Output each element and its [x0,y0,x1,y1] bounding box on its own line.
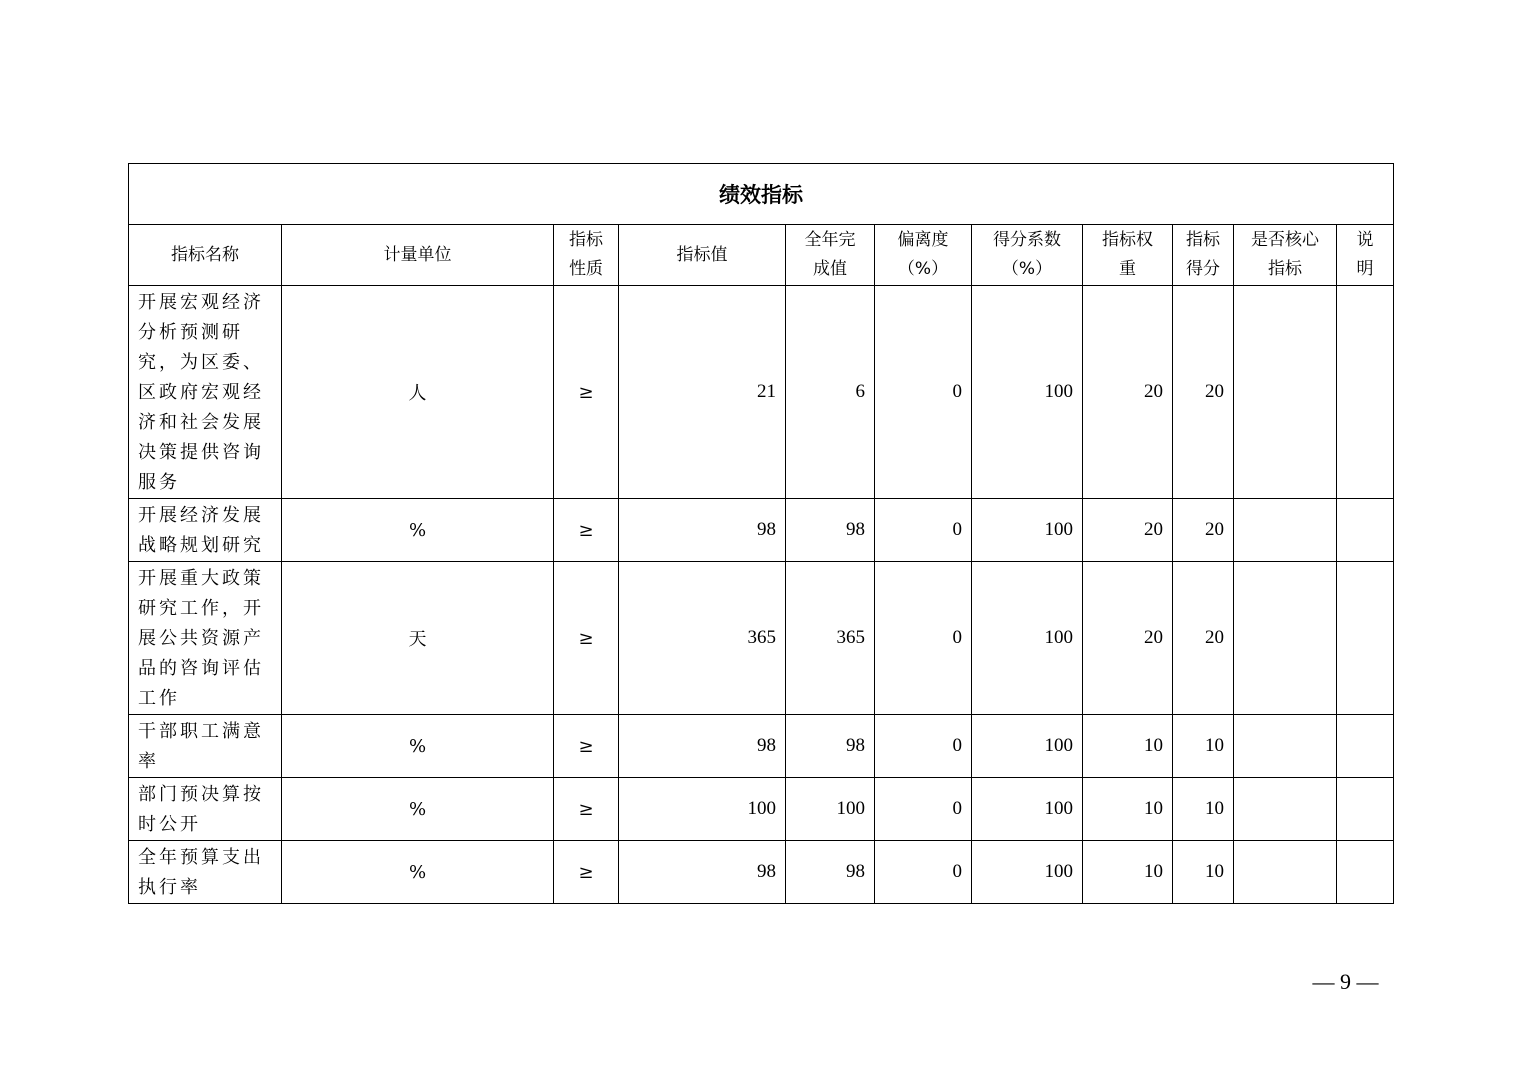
cell-core [1234,286,1337,499]
cell-score: 20 [1173,562,1234,715]
cell-actual: 100 [786,778,875,841]
cell-note [1337,499,1394,562]
header-label: 指标 性质 [569,230,603,279]
cell-score: 20 [1173,286,1234,499]
cell-deviation: 0 [875,841,972,904]
cell-deviation: 0 [875,499,972,562]
header-row [129,225,1394,286]
header-actual [786,225,875,286]
cell-nature: ≥ [554,841,619,904]
cell-actual: 365 [786,562,875,715]
header-label: 计量单位 [383,244,452,265]
cell-note [1337,841,1394,904]
cell-unit: % [282,499,554,562]
cell-core [1234,841,1337,904]
header-core [1234,225,1337,286]
header-label: 指标名称 [171,244,239,265]
cell-nature: ≥ [554,562,619,715]
cell-note [1337,286,1394,499]
cell-name: 全年预算支出执行率 [129,841,282,904]
cell-nature: ≥ [554,499,619,562]
cell-score: 10 [1173,778,1234,841]
header-weight [1083,225,1173,286]
cell-deviation: 0 [875,562,972,715]
cell-coef: 100 [972,715,1083,778]
cell-coef: 100 [972,841,1083,904]
table-row [129,715,1394,778]
header-label: 指标值 [676,244,728,265]
header-nature [554,225,619,286]
table-row [129,286,1394,499]
table-title: 绩效指标 [129,164,1394,225]
cell-name: 开展宏观经济分析预测研究，为区委、区政府宏观经济和社会发展决策提供咨询服务 [129,286,282,499]
cell-target: 98 [619,841,786,904]
header-label: 是否核心 指标 [1251,230,1319,279]
cell-nature: ≥ [554,778,619,841]
cell-unit: % [282,841,554,904]
cell-coef: 100 [972,499,1083,562]
header-label: 偏离度 （%） [897,230,949,279]
header-coef [972,225,1083,286]
cell-coef: 100 [972,778,1083,841]
header-label: 全年完 成值 [804,230,856,279]
cell-deviation: 0 [875,715,972,778]
cell-score: 10 [1173,715,1234,778]
cell-target: 98 [619,715,786,778]
cell-target: 21 [619,286,786,499]
cell-name: 部门预决算按时公开 [129,778,282,841]
header-label: 说 明 [1356,230,1374,279]
cell-weight: 10 [1083,715,1173,778]
header-target [619,225,786,286]
cell-core [1234,499,1337,562]
cell-core [1234,715,1337,778]
header-label: 得分系数 （%） [993,230,1061,279]
header-name [129,225,282,286]
header-label: 指标权 重 [1102,230,1153,279]
cell-unit: % [282,715,554,778]
cell-nature: ≥ [554,286,619,499]
cell-unit: 人 [282,286,554,499]
performance-indicator-table [128,163,1394,904]
cell-actual: 98 [786,499,875,562]
cell-note [1337,562,1394,715]
table-row [129,562,1394,715]
cell-actual: 98 [786,715,875,778]
cell-note [1337,715,1394,778]
table-row [129,499,1394,562]
header-unit [282,225,554,286]
cell-weight: 20 [1083,286,1173,499]
cell-coef: 100 [972,286,1083,499]
cell-nature: ≥ [554,715,619,778]
header-note [1337,225,1394,286]
cell-note [1337,778,1394,841]
table-row [129,841,1394,904]
cell-name: 干部职工满意率 [129,715,282,778]
header-score [1173,225,1234,286]
cell-core [1234,562,1337,715]
cell-score: 10 [1173,841,1234,904]
cell-actual: 6 [786,286,875,499]
cell-deviation: 0 [875,286,972,499]
cell-name: 开展重大政策研究工作，开展公共资源产品的咨询评估工作 [129,562,282,715]
cell-unit: 天 [282,562,554,715]
cell-actual: 98 [786,841,875,904]
cell-weight: 20 [1083,499,1173,562]
cell-name: 开展经济发展战略规划研究 [129,499,282,562]
cell-unit: % [282,778,554,841]
cell-core [1234,778,1337,841]
cell-score: 20 [1173,499,1234,562]
cell-deviation: 0 [875,778,972,841]
cell-weight: 10 [1083,841,1173,904]
cell-coef: 100 [972,562,1083,715]
cell-target: 365 [619,562,786,715]
page-number: — 9 — [1312,969,1379,994]
cell-weight: 10 [1083,778,1173,841]
table-body [129,286,1394,904]
header-deviation [875,225,972,286]
cell-weight: 20 [1083,562,1173,715]
cell-target: 98 [619,499,786,562]
table-row [129,778,1394,841]
header-label: 指标 得分 [1186,230,1220,279]
cell-target: 100 [619,778,786,841]
